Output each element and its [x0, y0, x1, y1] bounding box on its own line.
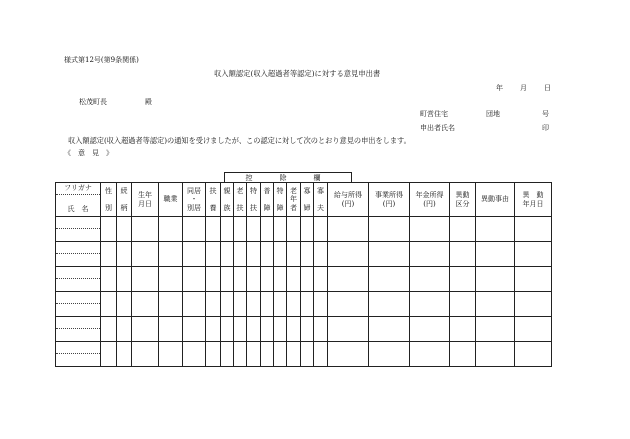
data-cell[interactable]	[261, 242, 274, 267]
data-cell[interactable]	[274, 267, 287, 292]
header-special-dependent: 特 扶	[247, 183, 261, 217]
table-row	[56, 292, 552, 304]
table-row	[56, 217, 552, 229]
data-cell[interactable]	[476, 317, 515, 342]
furigana-cell[interactable]	[56, 317, 101, 329]
data-cell[interactable]	[132, 242, 159, 267]
data-cell[interactable]	[314, 242, 328, 267]
data-cell[interactable]	[328, 342, 369, 367]
name-cell[interactable]	[56, 304, 101, 317]
data-cell[interactable]	[101, 267, 117, 292]
data-cell[interactable]	[314, 342, 328, 367]
data-cell[interactable]	[183, 267, 206, 292]
data-cell[interactable]	[183, 317, 206, 342]
data-cell[interactable]	[314, 267, 328, 292]
data-cell[interactable]	[450, 242, 476, 267]
data-cell[interactable]	[301, 317, 314, 342]
data-cell[interactable]	[159, 217, 183, 242]
data-cell[interactable]	[159, 292, 183, 317]
data-cell[interactable]	[234, 217, 247, 242]
data-cell[interactable]	[450, 317, 476, 342]
header-elderly-dependent: 老 扶	[234, 183, 247, 217]
data-cell[interactable]	[117, 317, 132, 342]
data-cell[interactable]	[221, 342, 234, 367]
data-cell[interactable]	[515, 242, 552, 267]
data-cell[interactable]	[234, 292, 247, 317]
seal-label: 印	[542, 124, 549, 132]
data-cell[interactable]	[476, 242, 515, 267]
data-cell[interactable]	[247, 342, 261, 367]
table-row	[56, 242, 552, 254]
data-cell[interactable]	[369, 267, 410, 292]
data-cell[interactable]	[221, 267, 234, 292]
data-cell[interactable]	[274, 292, 287, 317]
data-cell[interactable]	[287, 242, 301, 267]
data-cell[interactable]	[328, 292, 369, 317]
data-cell[interactable]	[101, 292, 117, 317]
data-cell[interactable]	[301, 242, 314, 267]
data-cell[interactable]	[132, 317, 159, 342]
header-pension-income: 年金所得 (円)	[410, 183, 450, 217]
data-cell[interactable]	[369, 342, 410, 367]
data-cell[interactable]	[247, 267, 261, 292]
data-cell[interactable]	[183, 242, 206, 267]
name-cell[interactable]	[56, 254, 101, 267]
data-cell[interactable]	[101, 342, 117, 367]
header-occupation: 職業	[159, 183, 183, 217]
data-cell[interactable]	[369, 292, 410, 317]
header-dependent: 扶 養	[206, 183, 221, 217]
furigana-cell[interactable]	[56, 342, 101, 354]
furigana-cell[interactable]	[56, 267, 101, 279]
data-cell[interactable]	[247, 217, 261, 242]
number-label: 号	[542, 110, 549, 118]
data-cell[interactable]	[159, 317, 183, 342]
header-cohabit: 同居 ・ 別居	[183, 183, 206, 217]
data-cell[interactable]	[314, 292, 328, 317]
data-cell[interactable]	[369, 317, 410, 342]
table-row	[56, 342, 552, 354]
data-cell[interactable]	[159, 267, 183, 292]
data-cell[interactable]	[301, 342, 314, 367]
data-cell[interactable]	[117, 292, 132, 317]
data-cell[interactable]	[206, 342, 221, 367]
data-cell[interactable]	[101, 217, 117, 242]
data-cell[interactable]	[117, 217, 132, 242]
header-widower: 寡 夫	[314, 183, 328, 217]
table-row	[56, 317, 552, 329]
data-cell[interactable]	[159, 242, 183, 267]
data-cell[interactable]	[221, 317, 234, 342]
data-cell[interactable]	[274, 342, 287, 367]
header-change-type: 異動 区分	[450, 183, 476, 217]
name-cell[interactable]	[56, 279, 101, 292]
header-salary-income: 給与所得 (円)	[328, 183, 369, 217]
data-cell[interactable]	[261, 317, 274, 342]
data-cell[interactable]	[450, 342, 476, 367]
data-cell[interactable]	[183, 342, 206, 367]
form-number: 様式第12号(第9条関係)	[64, 56, 139, 64]
furigana-cell[interactable]	[56, 217, 101, 229]
data-cell[interactable]	[261, 292, 274, 317]
data-cell[interactable]	[261, 217, 274, 242]
data-cell[interactable]	[132, 217, 159, 242]
data-cell[interactable]	[450, 217, 476, 242]
data-cell[interactable]	[301, 267, 314, 292]
header-relative: 親 族	[221, 183, 234, 217]
data-cell[interactable]	[234, 242, 247, 267]
data-cell[interactable]	[410, 217, 450, 242]
data-cell[interactable]	[117, 267, 132, 292]
data-cell[interactable]	[261, 267, 274, 292]
data-cell[interactable]	[410, 242, 450, 267]
data-cell[interactable]	[515, 317, 552, 342]
data-cell[interactable]	[476, 292, 515, 317]
header-relation: 続 柄	[117, 183, 132, 217]
name-cell[interactable]	[56, 354, 101, 367]
data-cell[interactable]	[410, 342, 450, 367]
opinion-label: 《 意 見 》	[64, 149, 113, 157]
data-cell[interactable]	[234, 342, 247, 367]
data-cell[interactable]	[183, 217, 206, 242]
name-cell[interactable]	[56, 229, 101, 242]
date-day-label: 日	[544, 84, 551, 92]
data-cell[interactable]	[301, 292, 314, 317]
header-name: フリガナ 氏 名	[56, 183, 101, 217]
data-cell[interactable]	[117, 242, 132, 267]
header-change-date: 異 動 年月日	[515, 183, 552, 217]
header-special-disabled: 特 障	[274, 183, 287, 217]
data-cell[interactable]	[450, 292, 476, 317]
data-cell[interactable]	[206, 292, 221, 317]
data-cell[interactable]	[287, 317, 301, 342]
header-disabled: 普 障	[261, 183, 274, 217]
furigana-cell[interactable]	[56, 242, 101, 254]
addressee-honorific: 殿	[145, 98, 152, 106]
data-cell[interactable]	[328, 317, 369, 342]
data-cell[interactable]	[410, 267, 450, 292]
block-label: 団地	[486, 110, 500, 118]
data-cell[interactable]	[234, 267, 247, 292]
data-cell[interactable]	[101, 242, 117, 267]
name-cell[interactable]	[56, 329, 101, 342]
data-cell[interactable]	[314, 317, 328, 342]
data-cell[interactable]	[274, 217, 287, 242]
data-cell[interactable]	[206, 317, 221, 342]
data-cell[interactable]	[410, 317, 450, 342]
furigana-cell[interactable]	[56, 292, 101, 304]
deduction-header: 控 除 欄	[224, 172, 352, 183]
data-cell[interactable]	[132, 267, 159, 292]
data-cell[interactable]	[328, 242, 369, 267]
header-sex: 性 別	[101, 183, 117, 217]
data-cell[interactable]	[117, 342, 132, 367]
data-cell[interactable]	[221, 242, 234, 267]
date-year-label: 年	[496, 84, 503, 92]
data-cell[interactable]	[301, 217, 314, 242]
data-cell[interactable]	[132, 342, 159, 367]
document-title: 収入額認定(収入超過者等認定)に対する意見申出書	[214, 69, 381, 78]
household-table	[55, 182, 552, 367]
data-cell[interactable]	[476, 267, 515, 292]
data-cell[interactable]	[328, 267, 369, 292]
data-cell[interactable]	[287, 267, 301, 292]
data-cell[interactable]	[101, 317, 117, 342]
data-cell[interactable]	[247, 242, 261, 267]
data-cell[interactable]	[247, 317, 261, 342]
data-cell[interactable]	[476, 342, 515, 367]
data-cell[interactable]	[515, 267, 552, 292]
data-cell[interactable]	[221, 292, 234, 317]
data-cell[interactable]	[328, 217, 369, 242]
addressee-name: 松茂町長	[79, 98, 107, 106]
data-cell[interactable]	[476, 217, 515, 242]
data-cell[interactable]	[287, 217, 301, 242]
data-cell[interactable]	[206, 242, 221, 267]
data-cell[interactable]	[274, 242, 287, 267]
header-change-reason: 異動事由	[476, 183, 515, 217]
data-cell[interactable]	[274, 317, 287, 342]
data-cell[interactable]	[261, 342, 274, 367]
data-cell[interactable]	[450, 267, 476, 292]
table-row	[56, 267, 552, 279]
header-elderly: 老 年 者	[287, 183, 301, 217]
housing-label: 町営住宅	[420, 110, 448, 118]
data-cell[interactable]	[515, 217, 552, 242]
header-business-income: 事業所得 (円)	[369, 183, 410, 217]
data-cell[interactable]	[132, 292, 159, 317]
header-widow: 寡 婦	[301, 183, 314, 217]
data-cell[interactable]	[515, 292, 552, 317]
data-cell[interactable]	[410, 292, 450, 317]
data-cell[interactable]	[159, 342, 183, 367]
data-cell[interactable]	[287, 342, 301, 367]
body-text: 収入額認定(収入超過者等認定)の通知を受けましたが、この認定に対して次のとおり意見の申出をします。	[68, 136, 411, 145]
data-cell[interactable]	[221, 217, 234, 242]
data-cell[interactable]	[369, 217, 410, 242]
applicant-name-label: 申出者氏名	[420, 124, 455, 132]
data-cell[interactable]	[287, 292, 301, 317]
data-cell[interactable]	[206, 217, 221, 242]
data-cell[interactable]	[369, 242, 410, 267]
data-cell[interactable]	[183, 292, 206, 317]
data-cell[interactable]	[515, 342, 552, 367]
date-month-label: 月	[520, 84, 527, 92]
data-cell[interactable]	[206, 267, 221, 292]
header-birthdate: 生年 月日	[132, 183, 159, 217]
data-cell[interactable]	[247, 292, 261, 317]
data-cell[interactable]	[314, 217, 328, 242]
data-cell[interactable]	[234, 317, 247, 342]
